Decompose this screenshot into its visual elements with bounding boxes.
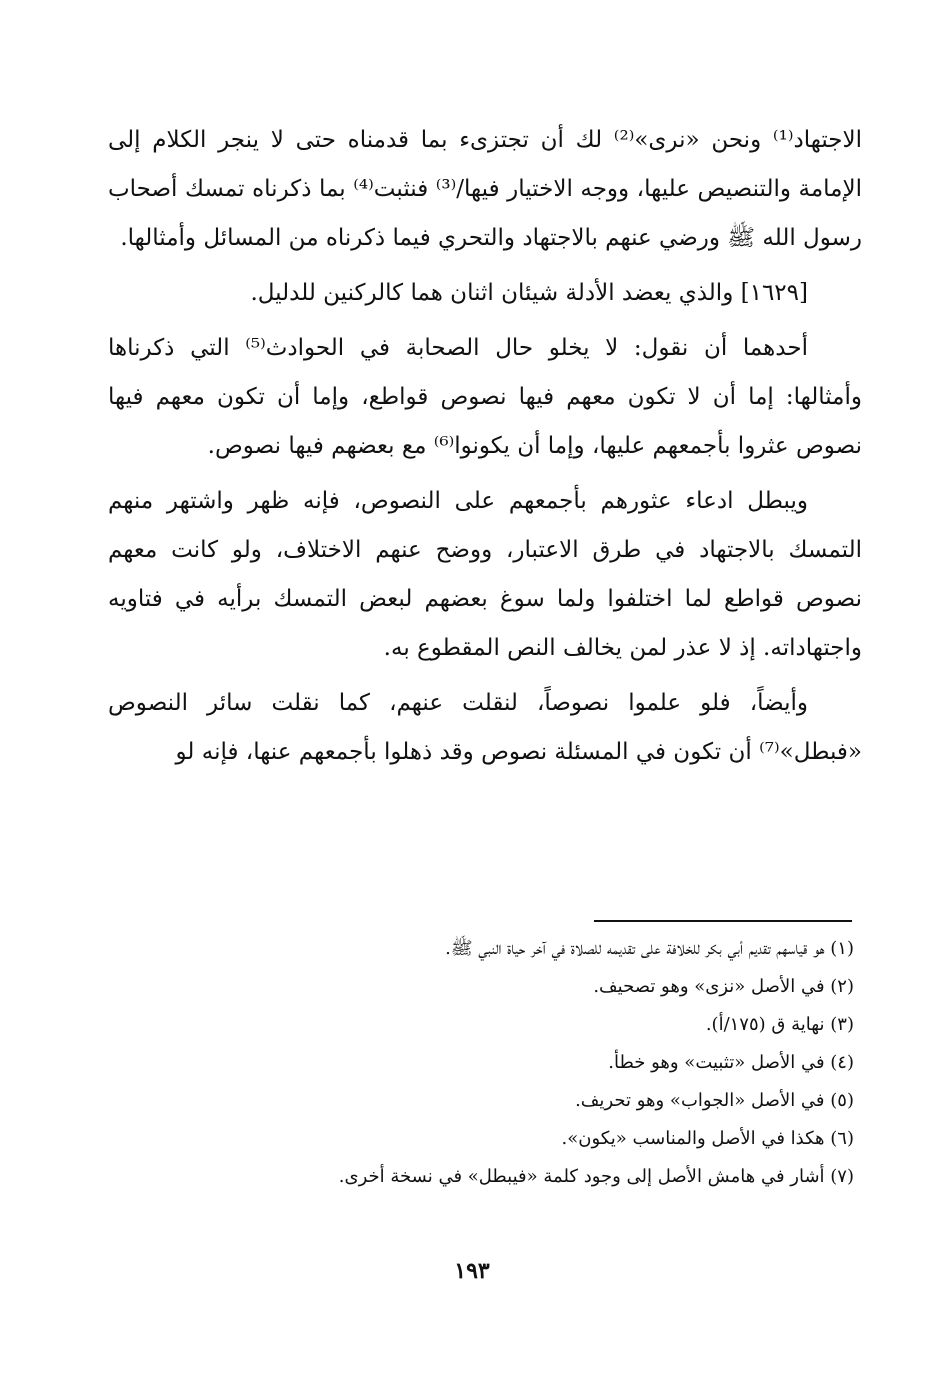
page-number: ١٩٣: [454, 1258, 490, 1284]
footnote-4: (٤) في الأصل «تثبيت» وهو خطأ.: [608, 1052, 854, 1073]
footnotes: [108, 930, 862, 1196]
footnote-6: (٦) هكذا في الأصل والمناسب «يكون».: [561, 1128, 854, 1149]
footnote-3: (٣) نهاية ق (١٧٥/أ).: [705, 1014, 854, 1035]
footnote-7: (٧) أشار في هامش الأصل إلى وجود كلمة «فيبطل» في نسخة أخرى.: [338, 1166, 854, 1187]
paragraph-2: [١٦٢٩] والذي يعضد الأدلة شيئان اثنان هما كالركنين للدليل.: [250, 280, 808, 306]
footnote-2: (٢) في الأصل «نزى» وهو تصحيف.: [593, 976, 854, 997]
main-text: [108, 116, 862, 783]
paragraph-5: وأيضاً، فلو علموا نصوصاً، لنقلت عنهم، كما نقلت سائر النصوص «فبطل»⁽⁷⁾ أن تكون في المسئلة نصوص وقد ذهلوا بأجمعهم عنها، فإنه لو: [108, 690, 862, 765]
footnote-1: (١) هو قياسهم تقديم أبي بكر للخلافة على تقديمه للصلاة في آخر حياة النبي ﷺ.: [445, 938, 854, 959]
paragraph-3: أحدهما أن نقول: لا يخلو حال الصحابة في الحوادث⁽⁵⁾ التي ذكرناها وأمثالها: إما أن لا تكون معهم فيها نصوص قواطع، وإما أن تكون معهم فيها نصوص عثروا بأجمعهم عليها، وإما أن يكونوا⁽⁶⁾ مع بعضهم فيها نصوص.: [108, 335, 862, 459]
footnote-divider: [594, 920, 852, 922]
paragraph-1: الاجتهاد⁽¹⁾ ونحن «نرى»⁽²⁾ لك أن تجتزىء بما قدمناه حتى لا ينجر الكلام إلى الإمامة والتنصيص عليها، ووجه الاختيار فيها/⁽³⁾ فنثبت⁽⁴⁾ بما ذكرناه تمسك أصحاب رسول الله ﷺ ورضي عنهم بالاجتهاد والتحري فيما ذكرناه من المسائل وأمثالها.: [108, 127, 863, 251]
footnote-5: (٥) في الأصل «الجواب» وهو تحريف.: [575, 1090, 854, 1111]
paragraph-4: ويبطل ادعاء عثورهم بأجمعهم على النصوص، فإنه ظهر واشتهر منهم التمسك بالاجتهاد في طرق الاعتبار، ووضح عنهم الاختلاف، ولو كانت معهم نصوص قواطع لما اختلفوا ولما سوغ بعضهم لبعض التمسك برأيه في فتاويه واجتهاداته. إذ لا عذر لمن يخالف النص المقطوع به.: [108, 488, 862, 661]
